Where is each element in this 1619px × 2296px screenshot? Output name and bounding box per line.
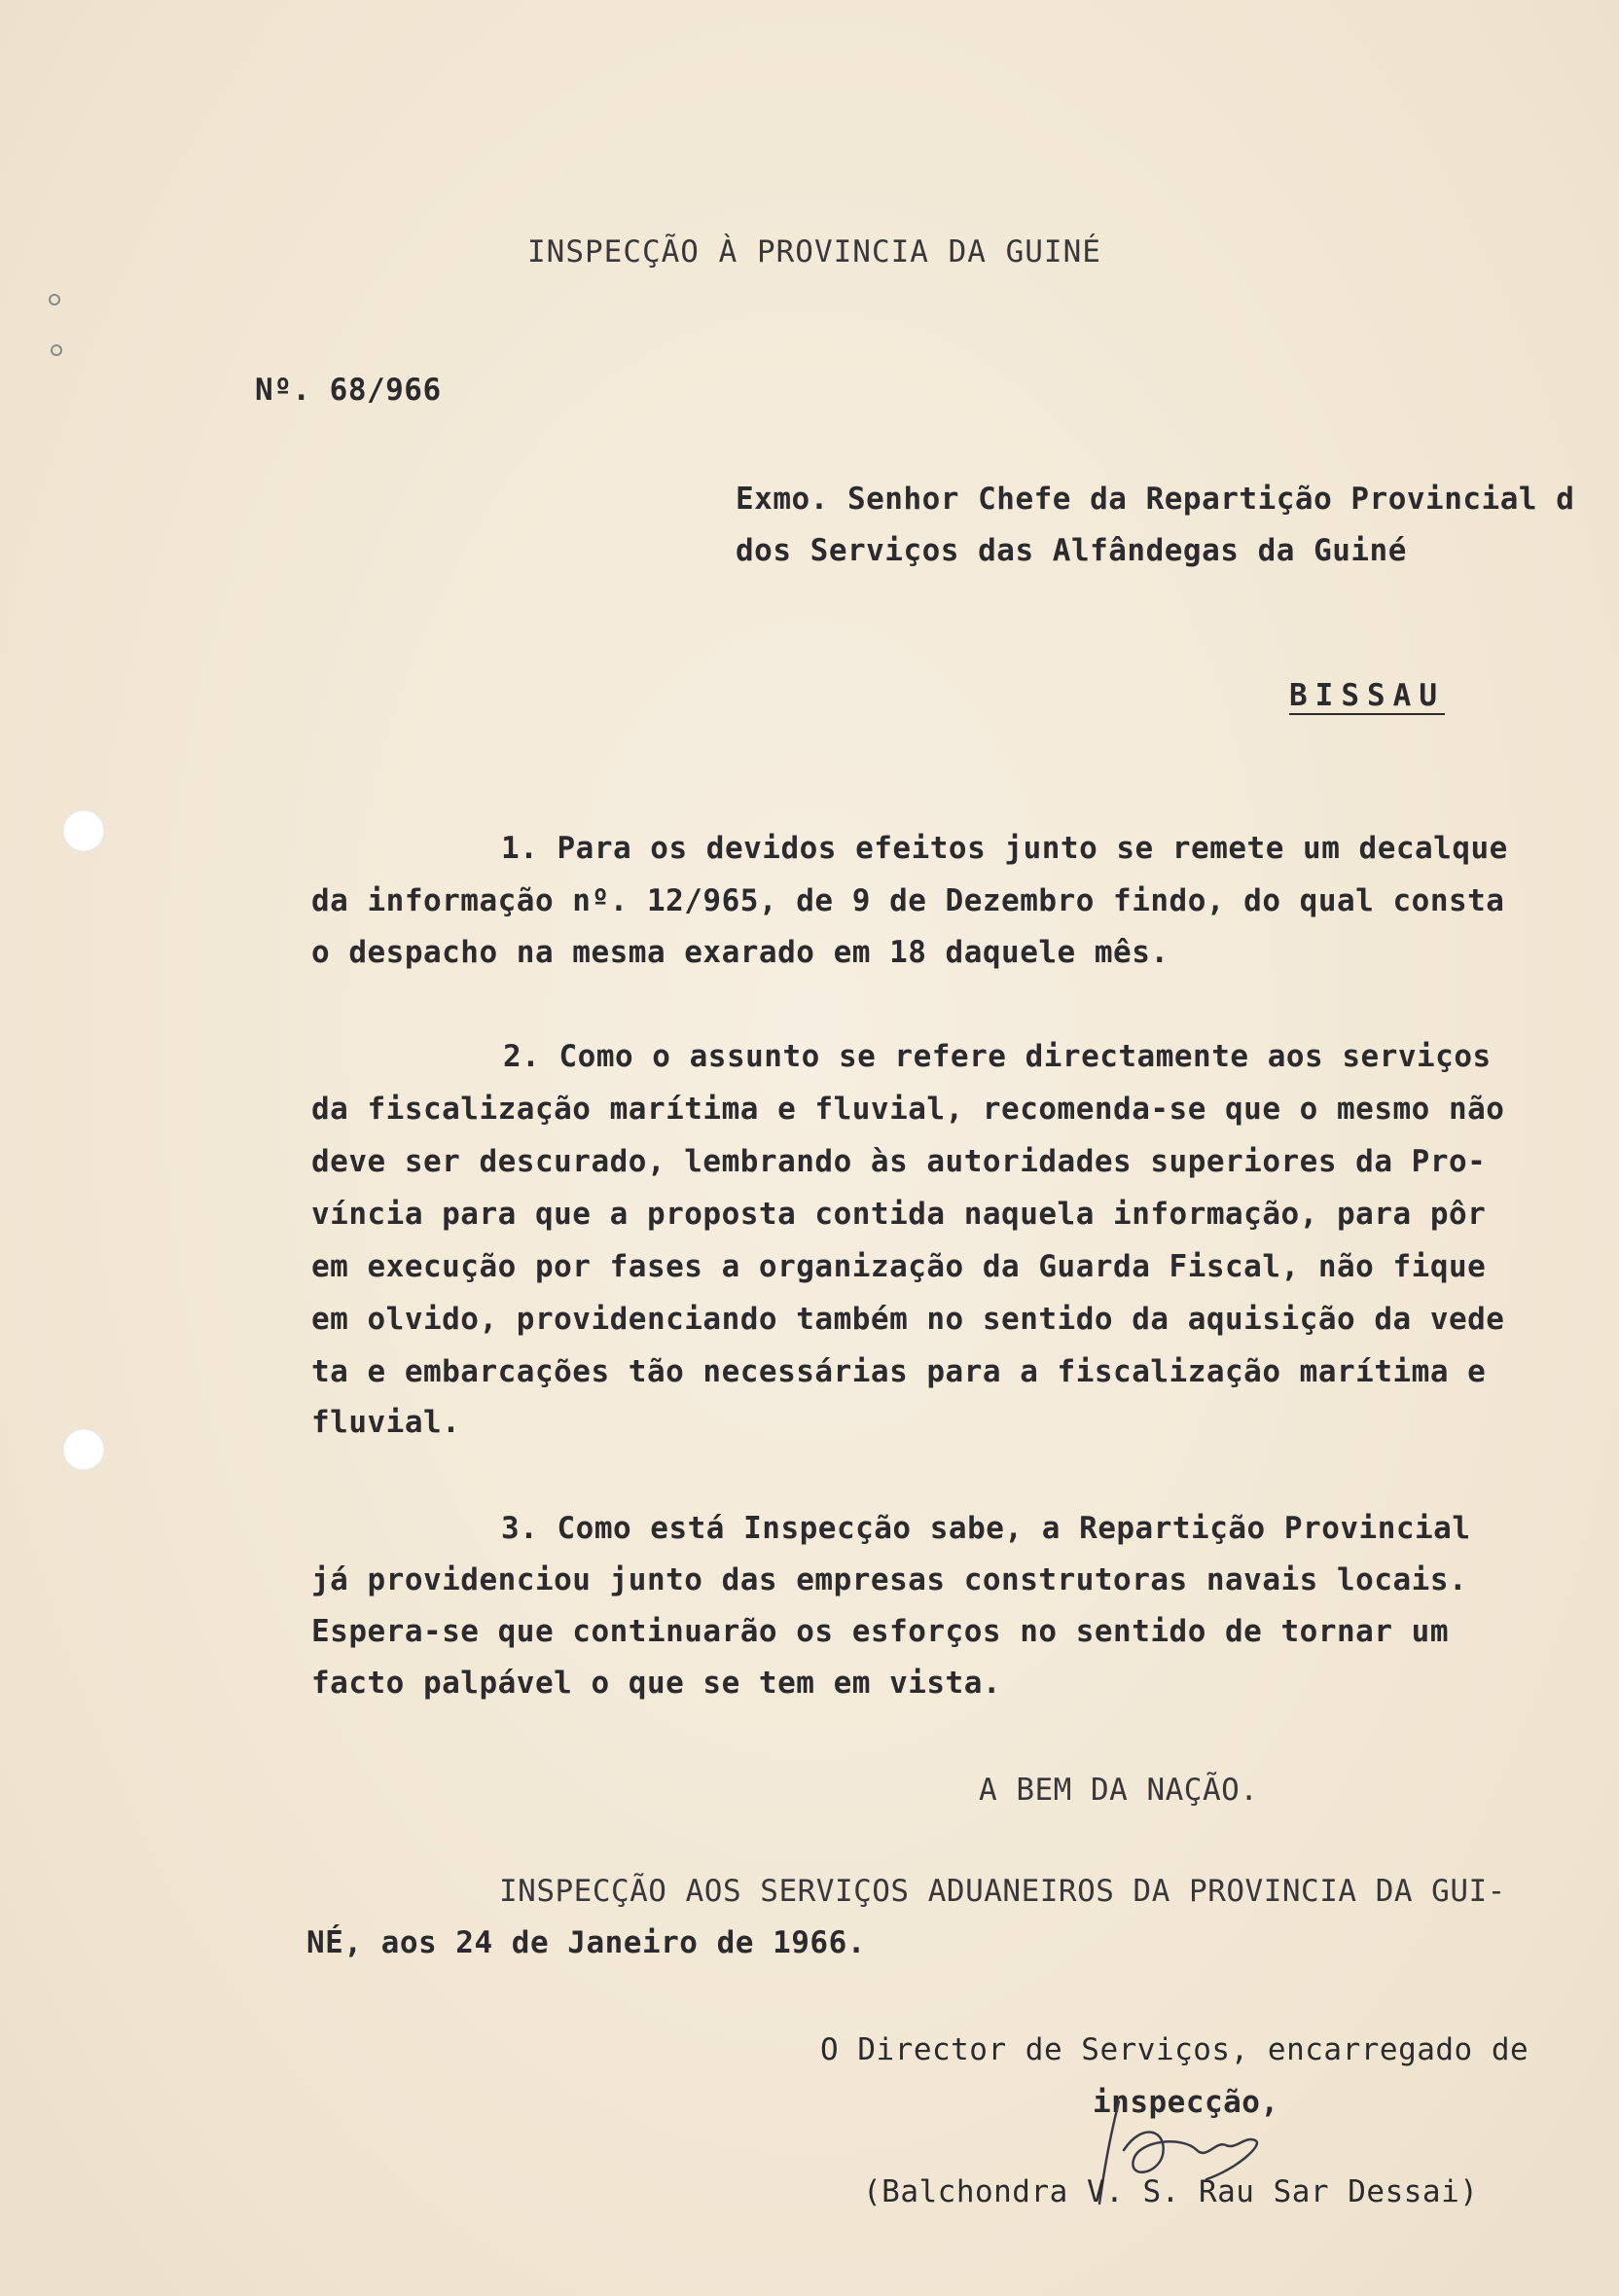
paragraph-line: em execução por fases a organização da Guarda Fiscal, não fique xyxy=(311,1249,1487,1284)
punch-hole xyxy=(62,1428,105,1471)
signatory-title: O Director de Serviços, encarregado de xyxy=(820,2032,1529,2067)
paragraph-line: facto palpável o que se tem em vista. xyxy=(311,1666,1002,1701)
paragraph-line: fluvial. xyxy=(311,1405,461,1440)
paragraph-line: deve ser descurado, lembrando às autoridades superiores da Pro- xyxy=(311,1144,1487,1179)
staple-mark xyxy=(51,344,62,356)
place-date-line: NÉ, aos 24 de Janeiro de 1966. xyxy=(306,1925,866,1960)
place-date-line: INSPECÇÃO AOS SERVIÇOS ADUANEIROS DA PROVINCIA DA GUI- xyxy=(499,1874,1506,1909)
paragraph-line: víncia para que a proposta contida naquela informação, para pôr xyxy=(311,1197,1487,1232)
addressee-line: dos Serviços das Alfândegas da Guiné xyxy=(736,533,1407,568)
closing-salutation: A BEM DA NAÇÃO. xyxy=(979,1773,1259,1808)
punch-hole xyxy=(62,809,105,852)
paragraph-line: 1. Para os devidos efeitos junto se remete um decalque xyxy=(501,831,1508,866)
signatory-title: inspecção, xyxy=(1093,2085,1279,2120)
paragraph-line: 3. Como está Inspecção sabe, a Repartição Provincial xyxy=(501,1511,1471,1546)
paragraph-line: já providenciou junto das empresas construtoras navais locais. xyxy=(311,1562,1468,1597)
reference-number: Nº. 68/966 xyxy=(255,373,442,408)
paragraph-line: em olvido, providenciando também no sentido da aquisição da vede xyxy=(311,1302,1505,1337)
staple-mark xyxy=(49,294,60,305)
signatory-name: (Balchondra V. S. Rau Sar Dessai) xyxy=(863,2174,1479,2209)
addressee-city: BISSAU xyxy=(1289,678,1445,713)
paragraph-line: ta e embarcações tão necessárias para a fiscalização marítima e xyxy=(311,1354,1487,1389)
paragraph-line: da informação nº. 12/965, de 9 de Dezembro findo, do qual consta xyxy=(311,883,1505,918)
paragraph-line: da fiscalização marítima e fluvial, recomenda-se que o mesmo não xyxy=(311,1092,1505,1127)
document-heading: INSPECÇÃO À PROVINCIA DA GUINÉ xyxy=(527,234,1101,269)
paragraph-line: o despacho na mesma exarado em 18 daquele mês. xyxy=(311,935,1169,970)
paragraph-line: 2. Como o assunto se refere directamente aos serviços xyxy=(503,1039,1492,1074)
paragraph-line: Espera-se que continuarão os esforços no sentido de tornar um xyxy=(311,1614,1449,1649)
addressee-line: Exmo. Senhor Chefe da Repartição Provincial d xyxy=(736,482,1575,517)
